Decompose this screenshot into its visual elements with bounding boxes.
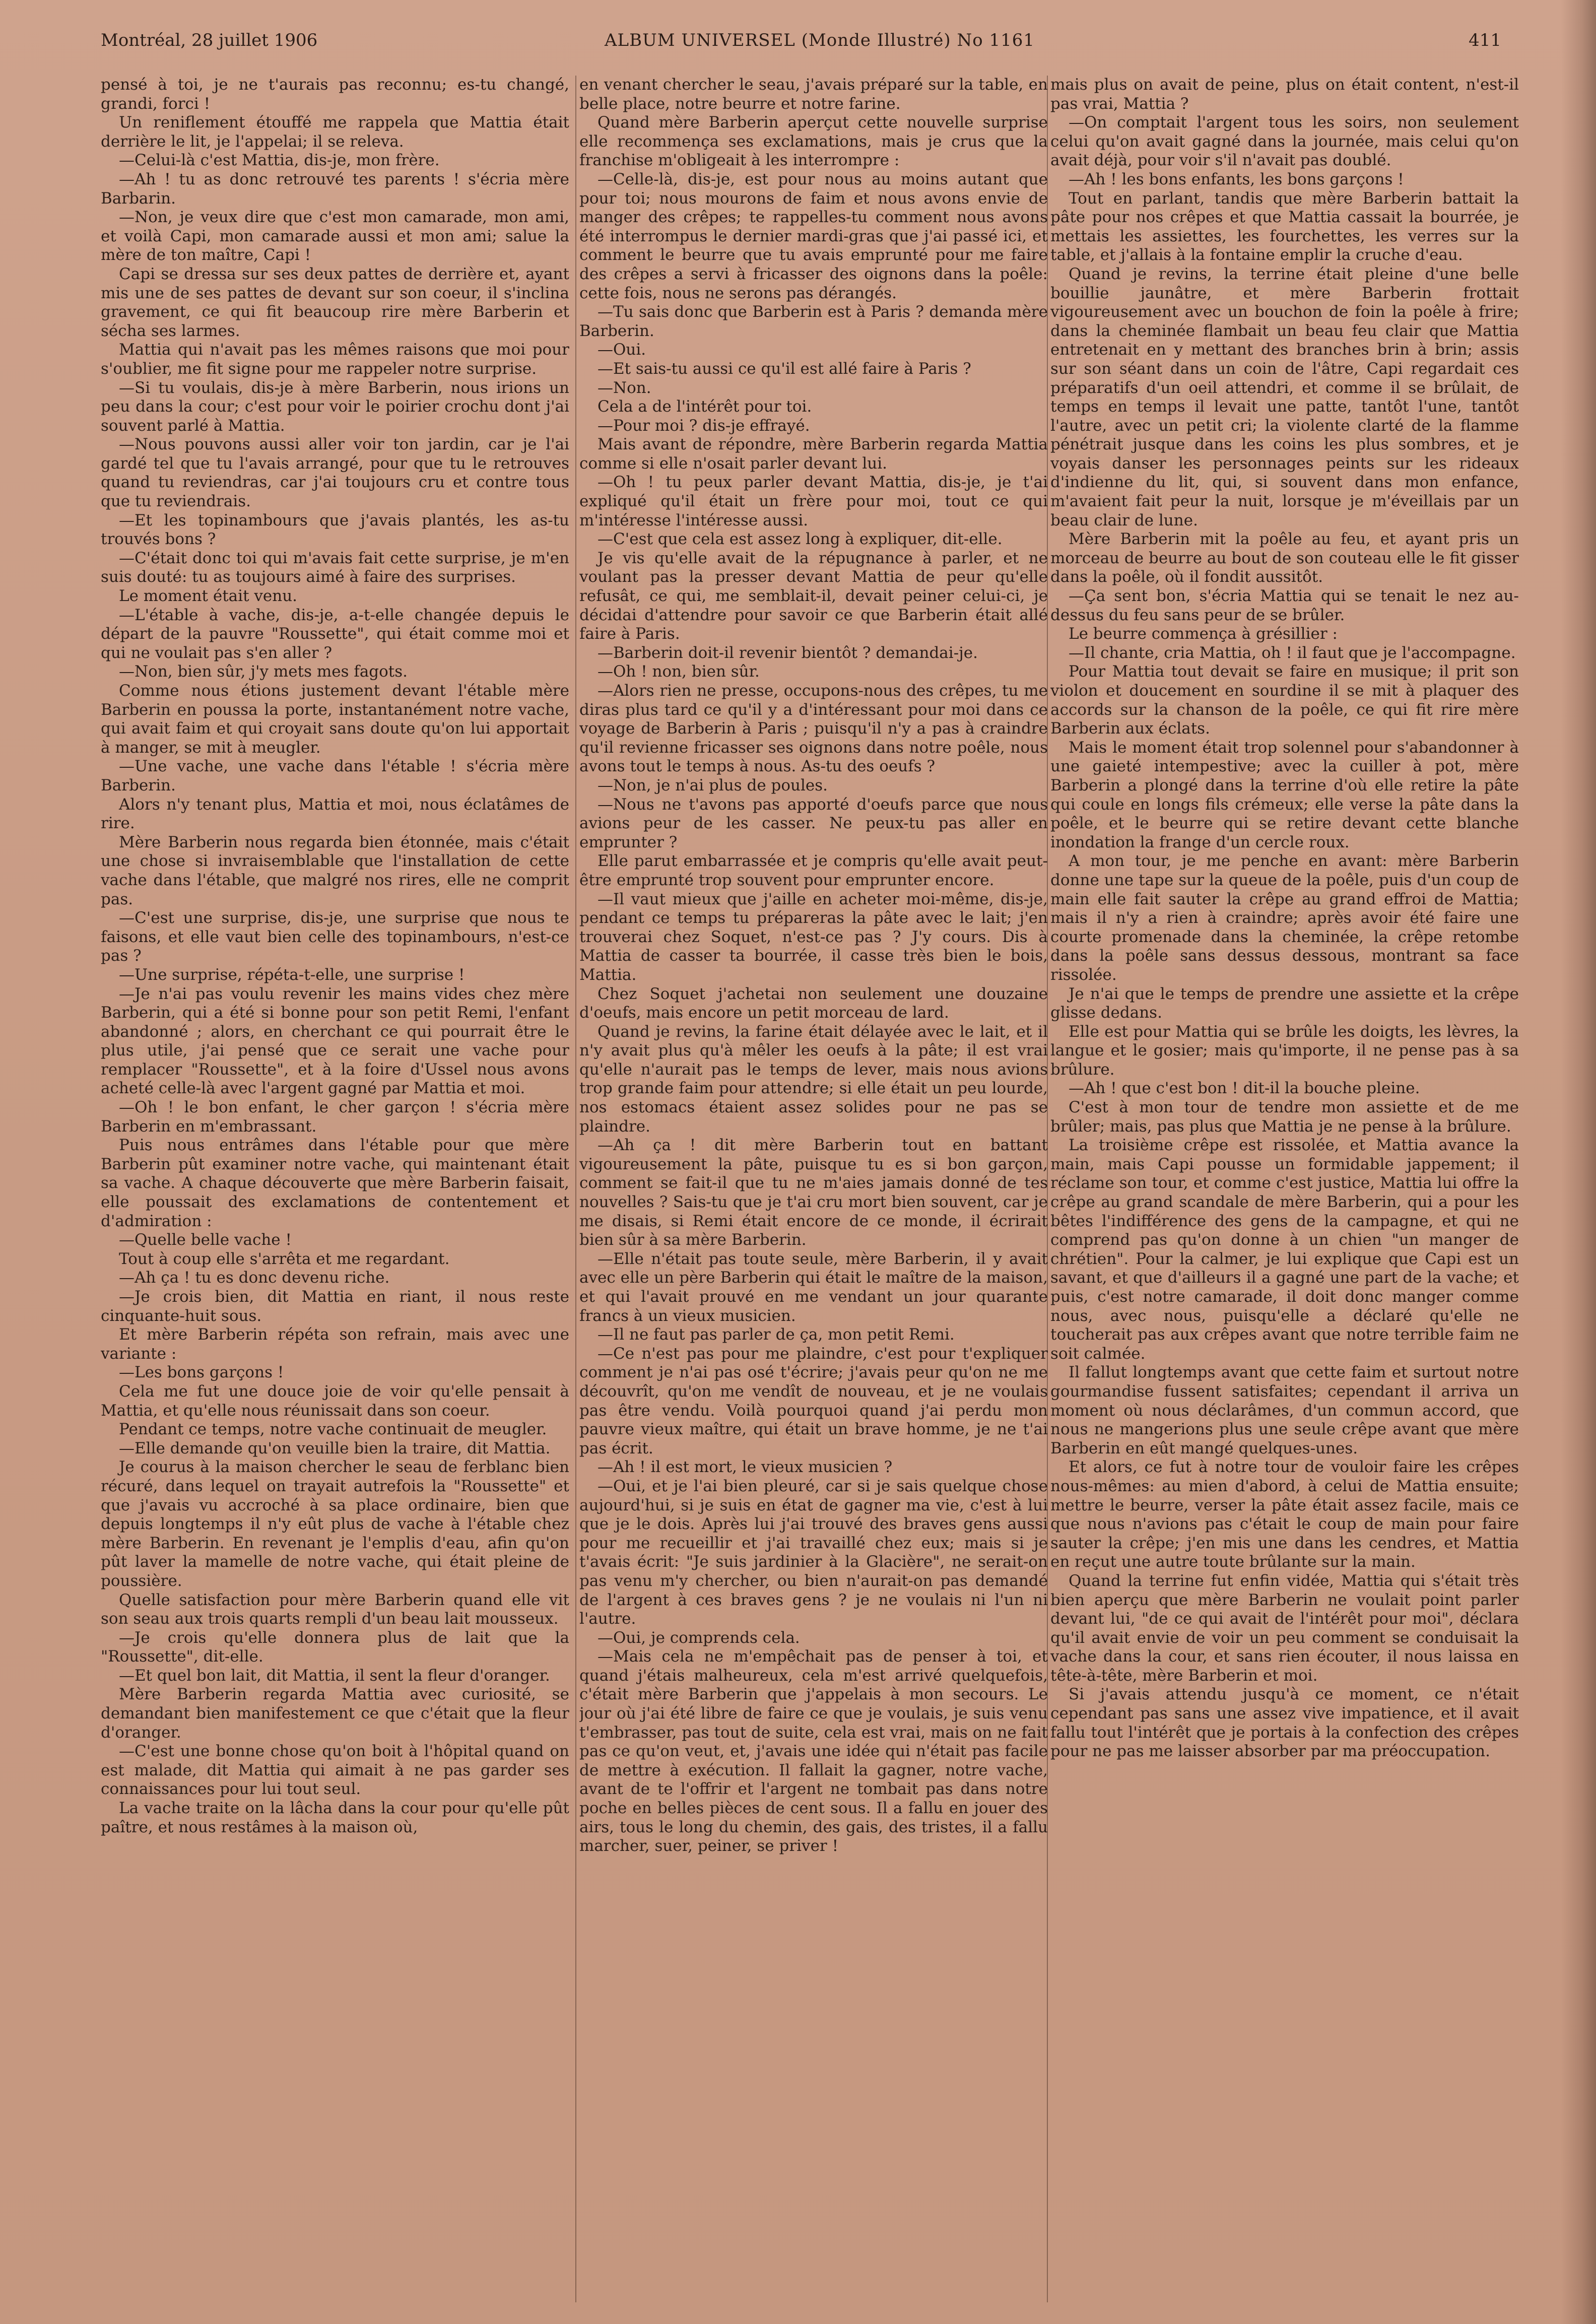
paragraph: Tout à coup elle s'arrêta et me regardant.: [119, 1249, 450, 1268]
text-column-2: [579, 76, 1048, 2307]
paragraph: Cela me fut une douce joie de voir qu'elle pensait à Mattia, et qu'elle nous réunissait dans son coeur.: [101, 1382, 569, 1420]
paragraph: —Mais cela ne m'empêchait pas de penser à toi, et quand j'étais malheureux, cela m'est arrivé quelquefois, c'était mère Barberin que j'appelais à mon secours. Le jour où j'ai été libre de faire ce que je voulais, je suis venu t'embrasser, pas tout de suite, cela est vrai, mais on ne fait pas ce qu'on veut, et, j'avais une idée qui n'était pas facile de mettre à exécution. Il fallait la gagner, notre vache, avant de te l'offrir et l'argent ne tombait pas dans notre poche en belles pièces de cent sous. Il a fallu en jouer des airs, tous le long du chemin, des gais, des tristes, il a fallu marcher, suer, peiner, se priver !: [579, 1647, 1048, 1855]
paragraph: Alors n'y tenant plus, Mattia et moi, nous éclatâmes de rire.: [101, 795, 569, 833]
paragraph: —Il ne faut pas parler de ça, mon petit Remi.: [597, 1325, 955, 1344]
header-date: Montréal, 28 juillet 1906: [101, 30, 318, 50]
paragraph: —Et les topinambours que j'avais plantés, les as-tu trouvés bons ?: [101, 511, 569, 549]
paragraph: en venant chercher le seau, j'avais préparé sur la table, en belle place, notre beurre et notre farine.: [579, 76, 1048, 113]
paragraph: Elle parut embarrassée et je compris qu'elle avait peut-être emprunté trop souvent pour emprunter encore.: [579, 852, 1048, 889]
paragraph: Chez Soquet j'achetai non seulement une douzaine d'oeufs, mais encore un petit morceau de lard.: [579, 984, 1048, 1022]
paragraph: —C'est une surprise, dis-je, une surprise que nous te faisons, et elle vaut bien celle des topinambours, n'est-ce pas ?: [101, 909, 569, 965]
paragraph: pensé à toi, je ne t'aurais pas reconnu; es-tu changé, grandi, forci !: [101, 76, 569, 113]
paragraph: Pendant ce temps, notre vache continuait de meugler.: [119, 1420, 547, 1439]
column-rule: [575, 76, 576, 2302]
paragraph: —Ce n'est pas pour me plaindre, c'est pour t'expliquer comment je n'ai pas osé t'écrire; j'avais peur qu'on ne me découvrît, qu'on me vendît de nouveau, et je ne voulais pas être vendu. Voilà pourquoi quand j'ai perdu mon pauvre vieux maître, qui était un brave homme, je ne t'ai pas écrit.: [579, 1344, 1048, 1457]
paragraph: —Elle demande qu'on veuille bien la traire, dit Mattia.: [119, 1439, 551, 1457]
paragraph: C'est à mon tour de tendre mon assiette et de me brûler; mais, pas plus que Mattia je ne pense à la brûlure.: [1050, 1098, 1519, 1136]
paragraph: —Oui, je comprends cela.: [597, 1628, 800, 1647]
paragraph: —Ah ! les bons enfants, les bons garçons !: [1069, 170, 1404, 188]
paragraph: Un reniflement étouffé me rappela que Mattia était derrière le lit, je l'appelai; il se releva.: [101, 113, 569, 151]
paragraph: —Et sais-tu aussi ce qu'il est allé faire à Paris ?: [597, 359, 971, 378]
paragraph: —Alors rien ne presse, occupons-nous des crêpes, tu me diras plus tard ce qu'il y a d'intéressant pour moi dans ce voyage de Barberin à Paris ; puisqu'il n'y a pas à craindre qu'il revienne fricasser ses oignons dans notre poêle, nous avons tout le temps à nous. As-tu des oeufs ?: [579, 682, 1048, 776]
paragraph: —Ah ! tu as donc retrouvé tes parents ! s'écria mère Barbarin.: [101, 170, 569, 208]
paragraph: Mère Barberin regarda Mattia avec curiosité, se demandant bien manifestement ce que c'était que la fleur d'oranger.: [101, 1685, 569, 1742]
paragraph: —C'est que cela est assez long à expliquer, dit-elle.: [597, 530, 1003, 549]
paragraph: Quand mère Barberin aperçut cette nouvelle surprise elle recommença ses exclamations, mais je crus que la franchise m'obligeait à les interrompre :: [579, 113, 1048, 170]
text-column-1: [101, 76, 569, 2307]
paragraph: —Je crois bien, dit Mattia en riant, il nous reste cinquante-huit sous.: [101, 1288, 569, 1325]
paragraph: Je courus à la maison chercher le seau de ferblanc bien récuré, dans lequel on trayait autrefois la "Roussette" et que j'avais vu accroché à sa place ordinaire, bien que depuis longtemps il n'y eût plus de vache à l'étable chez mère Barberin. En revenant je l'emplis d'eau, afin qu'on pût laver la mamelle de notre vache, qui était pleine de poussière.: [101, 1458, 569, 1590]
paragraph: Je n'ai que le temps de prendre une assiette et la crêpe glisse dedans.: [1050, 984, 1519, 1022]
paragraph: Et mère Barberin répéta son refrain, mais avec une variante :: [101, 1325, 569, 1363]
paragraph: —Une surprise, répéta-t-elle, une surprise !: [119, 965, 465, 984]
paragraph: —Oh ! tu peux parler devant Mattia, dis-je, je t'ai expliqué qu'il était un frère pour moi, tout ce qui m'intéresse l'intéresse aussi.: [579, 473, 1048, 529]
paragraph: Quelle satisfaction pour mère Barberin quand elle vit son seau aux trois quarts rempli d'un beau lait mousseux.: [101, 1590, 569, 1628]
paragraph: —On comptait l'argent tous les soirs, non seulement celui qu'on avait gagné dans la journée, mais celui qu'on avait déjà, pour voir s'il n'avait pas doublé.: [1050, 113, 1519, 170]
paragraph: —L'étable à vache, dis-je, a-t-elle changée depuis le départ de la pauvre "Roussette", qui était comme moi et qui ne voulait pas s'en aller ?: [101, 606, 569, 662]
paragraph: —Oui.: [597, 341, 646, 359]
paragraph: A mon tour, je me penche en avant: mère Barberin donne une tape sur la queue de la poêle, puis d'un coup de main elle fait sauter la crêpe au grand effroi de Mattia; mais il n'y a rien à craindre; après avoir été faire une courte promenade dans la cheminée, la crêpe retombe dans la poêle sans dessus dessous, montrant sa face rissolée.: [1050, 852, 1519, 984]
paragraph: —Non, bien sûr, j'y mets mes fagots.: [119, 662, 408, 681]
paragraph: —Oui, et je l'ai bien pleuré, car si je sais quelque chose aujourd'hui, si je suis en état de gagner ma vie, c'est à lui que je le dois. Après lui j'ai trouvé des braves gens aussi pour me recueillir et j'ai travaillé chez eux; mais si je t'avais écrit: "Je suis jardinier à la Glacière", ne serait-on pas venu m'y chercher, ou bien n'aurait-on pas demandé de l'argent à ces braves gens ? je ne voulais ni l'un ni l'autre.: [579, 1477, 1048, 1628]
paragraph: Le beurre commença à grésillier :: [1069, 625, 1338, 643]
paragraph: —Ça sent bon, s'écria Mattia qui se tenait le nez au-dessus du feu sans peur de se brûler.: [1050, 587, 1519, 624]
paragraph: —Non, je veux dire que c'est mon camarade, mon ami, et voilà Capi, mon camarade aussi et mon ami; salue la mère de ton maître, Capi !: [101, 208, 569, 264]
paragraph: Comme nous étions justement devant l'étable mère Barberin en poussa la porte, instantanément notre vache, qui avait faim et qui croyait sans doute qu'on lui apportait à manger, se mit à meugler.: [101, 682, 569, 757]
paragraph: —Je n'ai pas voulu revenir les mains vides chez mère Barberin, qui a été si bonne pour son petit Remi, l'enfant abandonné ; alors, en cherchant ce qui pourrait être le plus utile, j'ai pensé que ce serait une vache pour remplacer "Roussette", et à la foire d'Ussel nous avons acheté celle-là avec l'argent gagné par Mattia et moi.: [101, 984, 569, 1098]
paragraph: Quand la terrine fut enfin vidée, Mattia qui s'était très bien aperçu que mère Barberin ne voulait point parler devant lui, "de ce qui avait de l'intérêt pour moi", déclara qu'il avait envie de voir un peu comment se conduisait la vache dans la cour, et sans rien écouter, il nous laissa en tête-à-tête, mère Barberin et moi.: [1050, 1571, 1519, 1685]
paragraph: —Ah ça ! dit mère Barberin tout en battant vigoureusement la pâte, puisque tu es si bon garçon, comment se fait-il que tu ne m'aies jamais donné de tes nouvelles ? Sais-tu que je t'ai cru mort bien souvent, car je me disais, si Remi était encore de ce monde, il écrirait bien sûr à sa mère Barberin.: [579, 1136, 1048, 1249]
paragraph: —Nous ne t'avons pas apporté d'oeufs parce que nous avions peur de les casser. Ne peux-tu pas aller en emprunter ?: [579, 795, 1048, 851]
paragraph: —Celui-là c'est Mattia, dis-je, mon frère.: [119, 151, 440, 170]
page-header: [101, 30, 1501, 55]
paragraph: —Oh ! le bon enfant, le cher garçon ! s'écria mère Barberin en m'embrassant.: [101, 1098, 569, 1136]
paragraph: Mère Barberin mit la poêle au feu, et ayant pris un morceau de beurre au bout de son couteau elle le fit gisser dans la poêle, où il fondit aussitôt.: [1050, 530, 1519, 586]
paragraph: —Pour moi ? dis-je effrayé.: [597, 416, 810, 435]
text-column-3: [1050, 76, 1519, 2307]
paragraph: Mais le moment était trop solennel pour s'abandonner à une gaieté intempestive; avec la cuiller à pot, mère Barberin a plongé dans la terrine d'où elle retire la pâte qui coule en longs fils crémeux; elle verse la pâte dans la poêle, et le beurre qui se retire devant cette blanche inondation la frange d'un cercle roux.: [1050, 738, 1519, 851]
page-number: 411: [1469, 30, 1501, 50]
paragraph: Il fallut longtemps avant que cette faim et surtout notre gourmandise fussent satisfaites; cependant il arriva un moment où nous déclarâmes, d'un commun accord, que nous ne mangerions plus une seule crêpe avant que mère Barberin en eût mangé quelques-unes.: [1050, 1363, 1519, 1457]
paragraph: mais plus on avait de peine, plus on était content, n'est-il pas vrai, Mattia ?: [1050, 76, 1519, 113]
paragraph: Mattia qui n'avait pas les mêmes raisons que moi pour s'oublier, me fit signe pour me rappeler notre surprise.: [101, 341, 569, 378]
paragraph: Elle est pour Mattia qui se brûle les doigts, les lèvres, la langue et le gosier; mais qu'importe, il ne pense pas à sa brûlure.: [1050, 1022, 1519, 1079]
paragraph: —Les bons garçons !: [119, 1363, 284, 1382]
paragraph: —Barberin doit-il revenir bientôt ? demandai-je.: [597, 643, 978, 662]
paragraph: —Non, je n'ai plus de poules.: [597, 776, 828, 794]
paragraph: —Une vache, une vache dans l'étable ! s'écria mère Barberin.: [101, 757, 569, 794]
paragraph: Quand je revins, la farine était délayée avec le lait, et il n'y avait plus qu'à mêler les oeufs à la pâte; il est vrai qu'elle n'aurait pas le temps de lever, mais nous avions trop grande faim pour attendre; si elle était un peu lourde, nos estomacs étaient assez solides pour ne pas se plaindre.: [579, 1022, 1048, 1136]
paragraph: —Non.: [597, 378, 651, 397]
paragraph: Et alors, ce fut à notre tour de vouloir faire les crêpes nous-mêmes: au mien d'abord, à celui de Mattia ensuite; mettre le beurre, verser la pâte était assez facile, mais ce que nous n'avions pas c'était le coup de main pour faire sauter la crêpe; j'en mis une dans les cendres, et Mattia en reçut une autre toute brûlante sur la main.: [1050, 1458, 1519, 1571]
header-publication: ALBUM UNIVERSEL (Monde Illustré) No 1161: [605, 30, 1035, 50]
paragraph: Mais avant de répondre, mère Barberin regarda Mattia comme si elle n'osait parler devant lui.: [579, 435, 1048, 473]
paragraph: —Ah ! il est mort, le vieux musicien ?: [597, 1458, 893, 1477]
paragraph: —Tu sais donc que Barberin est à Paris ? demanda mère Barberin.: [579, 303, 1048, 340]
paragraph: —Celle-là, dis-je, est pour nous au moins autant que pour toi; nous mourons de faim et nous avons envie de manger des crêpes; te rappelles-tu comment nous avons été interrompus le dernier mardi-gras que j'ai passé ici, et comment le beurre que tu avais emprunté pour me faire des crêpes a servi à fricasser des oignons dans la poêle: cette fois, nous ne serons pas dérangés.: [579, 170, 1048, 302]
binding-shadow: [1561, 0, 1596, 2324]
paragraph: —Quelle belle vache !: [119, 1231, 292, 1249]
paragraph: Je vis qu'elle avait de la répugnance à parler, et ne voulant pas la presser devant Mattia de peur qu'elle refusât, ce qui, me semblait-il, devait peiner celui-ci, je décidai d'attendre pour savoir ce que Barberin était allé faire à Paris.: [579, 549, 1048, 643]
paragraph: Quand je revins, la terrine était pleine d'une belle bouillie jaunâtre, et mère Barberin frottait vigoureusement avec un bouchon de foin la poêle à frire; dans la cheminée flambait un beau feu clair que Mattia entretenait en y mettant des branches brin à brin; assis sur son séant dans un coin de l'âtre, Capi regardait ces préparatifs d'un oeil attendri, et comme il se brûlait, de temps en temps il levait une patte, tantôt l'une, tantôt l'autre, avec un petit cri; la violente clarté de la flamme pénétrait jusque dans les coins les plus sombres, et je voyais danser les personnages peints sur les rideaux d'indienne du lit, qui, si souvent dans mon enfance, m'avaient fait peur la nuit, lorsque je m'éveillais par un beau clair de lune.: [1050, 264, 1519, 529]
paragraph: —C'était donc toi qui m'avais fait cette surprise, je m'en suis douté: tu as toujours aimé à faire des surprises.: [101, 549, 569, 586]
paragraph: —C'est une bonne chose qu'on boit à l'hôpital quand on est malade, dit Mattia qui aimait à ne pas garder ses connaissances pour lui tout seul.: [101, 1742, 569, 1799]
paragraph: Tout en parlant, tandis que mère Barberin battait la pâte pour nos crêpes et que Mattia cassait la bourrée, je mettais les assiettes, les fourchettes, les verres sur la table, et j'allais à la fontaine emplir la cruche d'eau.: [1050, 189, 1519, 264]
paragraph: La vache traite on la lâcha dans la cour pour qu'elle pût paître, et nous restâmes à la maison où,: [101, 1799, 569, 1836]
paragraph: Cela a de l'intérêt pour toi.: [597, 397, 812, 416]
paragraph: —Il chante, cria Mattia, oh ! il faut que je l'accompagne.: [1069, 643, 1516, 662]
paragraph: Pour Mattia tout devait se faire en musique; il prit son violon et doucement en sourdine il se mit à plaquer des accords sur la chanson de la poêle, ce qui fit rire mère Barberin aux éclats.: [1050, 662, 1519, 738]
paragraph: —Il vaut mieux que j'aille en acheter moi-même, dis-je, pendant ce temps tu prépareras la pâte avec le lait; j'en trouverai chez Soquet, n'est-ce pas ? J'y cours. Dis à Mattia de casser ta bourrée, il casse très bien le bois, Mattia.: [579, 890, 1048, 984]
paragraph: Si j'avais attendu jusqu'à ce moment, ce n'était cependant pas sans une assez vive impatience, et il avait fallu tout l'intérêt que je portais à la confection des crêpes pour ne pas me laisser absorber par ma préoccupation.: [1050, 1685, 1519, 1761]
paragraph: —Elle n'était pas toute seule, mère Barberin, il y avait avec elle un père Barberin qui était le maître de la maison, et qui l'avait prouvé en me vendant un jour quarante francs à un vieux musicien.: [579, 1249, 1048, 1325]
paragraph: —Ah ! que c'est bon ! dit-il la bouche pleine.: [1069, 1079, 1420, 1098]
paragraph: —Ah ça ! tu es donc devenu riche.: [119, 1269, 390, 1287]
paragraph: Le moment était venu.: [119, 587, 298, 606]
paragraph: —Oh ! non, bien sûr.: [597, 662, 760, 681]
paragraph: —Et quel bon lait, dit Mattia, il sent la fleur d'oranger.: [119, 1666, 550, 1685]
paragraph: Mère Barberin nous regarda bien étonnée, mais c'était une chose si invraisemblable que l'installation de cette vache dans l'étable, que malgré nos rires, elle ne comprit pas.: [101, 833, 569, 908]
paragraph: —Je crois qu'elle donnera plus de lait que la "Roussette", dit-elle.: [101, 1628, 569, 1666]
paragraph: —Nous pouvons aussi aller voir ton jardin, car je l'ai gardé tel que tu l'avais arrangé, pour que tu le retrouves quand tu reviendras, car j'ai toujours cru et contre tous que tu reviendrais.: [101, 435, 569, 511]
paragraph: Puis nous entrâmes dans l'étable pour que mère Barberin pût examiner notre vache, qui maintenant était sa vache. A chaque découverte que mère Barberin faisait, elle poussait des exclamations de contentement et d'admiration :: [101, 1136, 569, 1230]
paragraph: —Si tu voulais, dis-je à mère Barberin, nous irions un peu dans la cour; c'est pour voir le poirier crochu dont j'ai souvent parlé à Mattia.: [101, 378, 569, 435]
paragraph: Capi se dressa sur ses deux pattes de derrière et, ayant mis une de ses pattes de devant sur son coeur, il s'inclina gravement, ce qui fit beaucoup rire mère Barberin et sécha ses larmes.: [101, 264, 569, 340]
paragraph: La troisième crêpe est rissolée, et Mattia avance la main, mais Capi pousse un formidable jappement; il réclame son tour, et comme c'est justice, Mattia lui offre la crêpe au grand scandale de mère Barberin, qui a pour les bêtes l'indifférence des gens de la campagne, et qui ne comprend pas qu'on donne à un chien "un manger de chrétien". Pour la calmer, je lui explique que Capi est un savant, et que d'ailleurs il a gagné une part de la vache; et puis, c'est notre camarade, il doit donc manger comme nous, avec nous, puisqu'elle a déclaré qu'elle ne toucherait pas aux crêpes avant que notre terrible faim ne soit calmée.: [1050, 1136, 1519, 1363]
